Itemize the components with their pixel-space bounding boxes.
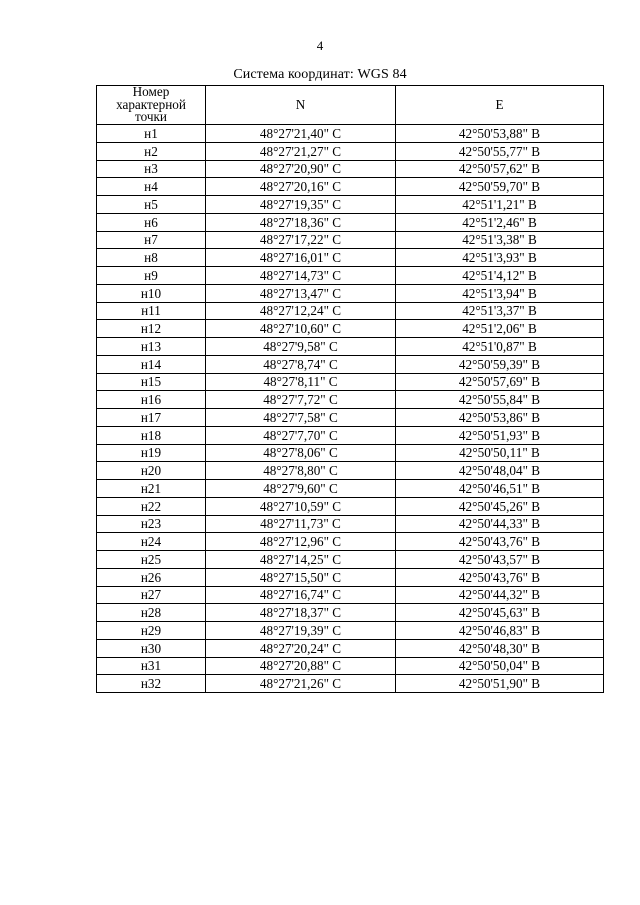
- cell-longitude: 42°50'45,63" В: [396, 604, 604, 622]
- cell-longitude: 42°50'59,39" В: [396, 355, 604, 373]
- table-row: [97, 622, 604, 640]
- header-point-number: [97, 86, 206, 125]
- cell-point-number: н31: [97, 657, 206, 675]
- header-longitude: E: [396, 86, 604, 125]
- table-row: [97, 568, 604, 586]
- header-point-line-1: Номер: [132, 85, 170, 100]
- table-row: [97, 160, 604, 178]
- cell-longitude: 42°50'57,69" В: [396, 373, 604, 391]
- cell-latitude: 48°27'16,74" С: [206, 586, 396, 604]
- table-row: [97, 391, 604, 409]
- cell-longitude: 42°50'55,77" В: [396, 142, 604, 160]
- cell-longitude: 42°50'50,11" В: [396, 444, 604, 462]
- cell-latitude: 48°27'17,22" С: [206, 231, 396, 249]
- cell-longitude: 42°50'46,83" В: [396, 622, 604, 640]
- cell-latitude: 48°27'8,11" С: [206, 373, 396, 391]
- cell-point-number: н20: [97, 462, 206, 480]
- cell-longitude: 42°50'59,70" В: [396, 178, 604, 196]
- table-row: [97, 373, 604, 391]
- header-point-line-3: точки: [135, 109, 167, 125]
- cell-latitude: 48°27'8,06" С: [206, 444, 396, 462]
- page-number: 4: [316, 38, 324, 53]
- cell-point-number: н11: [97, 302, 206, 320]
- cell-point-number: н7: [97, 231, 206, 249]
- cell-latitude: 48°27'8,74" С: [206, 355, 396, 373]
- cell-latitude: 48°27'20,24" С: [206, 639, 396, 657]
- cell-latitude: 48°27'15,50" С: [206, 568, 396, 586]
- cell-point-number: н27: [97, 586, 206, 604]
- cell-longitude: 42°50'44,33" В: [396, 515, 604, 533]
- table-row: [97, 657, 604, 675]
- cell-point-number: н3: [97, 160, 206, 178]
- cell-longitude: 42°51'3,38" В: [396, 231, 604, 249]
- table-row: [97, 497, 604, 515]
- cell-longitude: 42°50'53,88" В: [396, 125, 604, 143]
- table-row: [97, 462, 604, 480]
- cell-point-number: н10: [97, 284, 206, 302]
- cell-longitude: 42°50'50,04" В: [396, 657, 604, 675]
- cell-point-number: н26: [97, 568, 206, 586]
- cell-longitude: 42°50'43,76" В: [396, 533, 604, 551]
- table-row: [97, 302, 604, 320]
- cell-point-number: н30: [97, 639, 206, 657]
- cell-point-number: н23: [97, 515, 206, 533]
- cell-longitude: 42°50'44,32" В: [396, 586, 604, 604]
- cell-point-number: н4: [97, 178, 206, 196]
- cell-latitude: 48°27'14,73" С: [206, 267, 396, 285]
- cell-longitude: 42°51'4,12" В: [396, 267, 604, 285]
- table-row: [97, 338, 604, 356]
- coordinate-system-caption: Система координат: WGS 84: [233, 67, 407, 82]
- cell-point-number: н28: [97, 604, 206, 622]
- table-row: [97, 267, 604, 285]
- cell-longitude: 42°50'48,04" В: [396, 462, 604, 480]
- coordinates-table: [96, 85, 604, 693]
- cell-latitude: 48°27'9,58" С: [206, 338, 396, 356]
- cell-latitude: 48°27'18,36" С: [206, 213, 396, 231]
- table-row: [97, 142, 604, 160]
- cell-latitude: 48°27'21,27" С: [206, 142, 396, 160]
- table-row: [97, 249, 604, 267]
- cell-latitude: 48°27'16,01" С: [206, 249, 396, 267]
- cell-latitude: 48°27'12,96" С: [206, 533, 396, 551]
- cell-point-number: н22: [97, 497, 206, 515]
- cell-latitude: 48°27'19,39" С: [206, 622, 396, 640]
- table-row: [97, 125, 604, 143]
- cell-latitude: 48°27'18,37" С: [206, 604, 396, 622]
- cell-latitude: 48°27'20,90" С: [206, 160, 396, 178]
- header-point-line-2: характерной: [116, 96, 186, 112]
- cell-longitude: 42°50'51,93" В: [396, 426, 604, 444]
- cell-latitude: 48°27'12,24" С: [206, 302, 396, 320]
- cell-point-number: н8: [97, 249, 206, 267]
- cell-point-number: н24: [97, 533, 206, 551]
- cell-latitude: 48°27'7,72" С: [206, 391, 396, 409]
- cell-point-number: н2: [97, 142, 206, 160]
- cell-longitude: 42°50'46,51" В: [396, 480, 604, 498]
- cell-point-number: н13: [97, 338, 206, 356]
- table-row: [97, 178, 604, 196]
- cell-point-number: н29: [97, 622, 206, 640]
- cell-longitude: 42°51'2,06" В: [396, 320, 604, 338]
- table-row: [97, 231, 604, 249]
- cell-longitude: 42°50'43,76" В: [396, 568, 604, 586]
- cell-latitude: 48°27'13,47" С: [206, 284, 396, 302]
- cell-longitude: 42°50'45,26" В: [396, 497, 604, 515]
- table-row: [97, 444, 604, 462]
- table-row: [97, 675, 604, 693]
- table-row: [97, 409, 604, 427]
- cell-latitude: 48°27'11,73" С: [206, 515, 396, 533]
- table-row: [97, 355, 604, 373]
- table-row: [97, 639, 604, 657]
- cell-point-number: н6: [97, 213, 206, 231]
- cell-point-number: н17: [97, 409, 206, 427]
- cell-point-number: н1: [97, 125, 206, 143]
- table-row: [97, 284, 604, 302]
- cell-latitude: 48°27'14,25" С: [206, 551, 396, 569]
- table-row: [97, 586, 604, 604]
- table-row: [97, 515, 604, 533]
- cell-latitude: 48°27'21,26" С: [206, 675, 396, 693]
- cell-latitude: 48°27'20,88" С: [206, 657, 396, 675]
- table-row: [97, 480, 604, 498]
- cell-longitude: 42°51'3,93" В: [396, 249, 604, 267]
- cell-point-number: н18: [97, 426, 206, 444]
- table-row: [97, 196, 604, 214]
- cell-point-number: н14: [97, 355, 206, 373]
- cell-point-number: н16: [97, 391, 206, 409]
- table-row: [97, 320, 604, 338]
- cell-longitude: 42°51'0,87" В: [396, 338, 604, 356]
- cell-longitude: 42°51'3,94" В: [396, 284, 604, 302]
- cell-point-number: н19: [97, 444, 206, 462]
- table-row: [97, 551, 604, 569]
- cell-latitude: 48°27'9,60" С: [206, 480, 396, 498]
- cell-point-number: н9: [97, 267, 206, 285]
- cell-longitude: 42°50'53,86" В: [396, 409, 604, 427]
- cell-latitude: 48°27'7,70" С: [206, 426, 396, 444]
- cell-latitude: 48°27'10,60" С: [206, 320, 396, 338]
- cell-latitude: 48°27'10,59" С: [206, 497, 396, 515]
- cell-longitude: 42°51'2,46" В: [396, 213, 604, 231]
- table-header: [97, 86, 604, 125]
- cell-latitude: 48°27'19,35" С: [206, 196, 396, 214]
- cell-longitude: 42°50'51,90" В: [396, 675, 604, 693]
- cell-latitude: 48°27'21,40" С: [206, 125, 396, 143]
- table-row: [97, 213, 604, 231]
- cell-latitude: 48°27'7,58" С: [206, 409, 396, 427]
- cell-longitude: 42°50'43,57" В: [396, 551, 604, 569]
- cell-point-number: н25: [97, 551, 206, 569]
- cell-longitude: 42°50'55,84" В: [396, 391, 604, 409]
- table-row: [97, 604, 604, 622]
- cell-point-number: н5: [97, 196, 206, 214]
- cell-longitude: 42°50'57,62" В: [396, 160, 604, 178]
- table-body: [97, 125, 604, 693]
- header-latitude: N: [206, 86, 396, 125]
- cell-latitude: 48°27'20,16" С: [206, 178, 396, 196]
- cell-latitude: 48°27'8,80" С: [206, 462, 396, 480]
- table-row: [97, 533, 604, 551]
- cell-point-number: н15: [97, 373, 206, 391]
- cell-longitude: 42°51'3,37" В: [396, 302, 604, 320]
- cell-longitude: 42°51'1,21" В: [396, 196, 604, 214]
- header-row: [97, 86, 604, 125]
- cell-point-number: н32: [97, 675, 206, 693]
- table-row: [97, 426, 604, 444]
- cell-point-number: н12: [97, 320, 206, 338]
- cell-point-number: н21: [97, 480, 206, 498]
- cell-longitude: 42°50'48,30" В: [396, 639, 604, 657]
